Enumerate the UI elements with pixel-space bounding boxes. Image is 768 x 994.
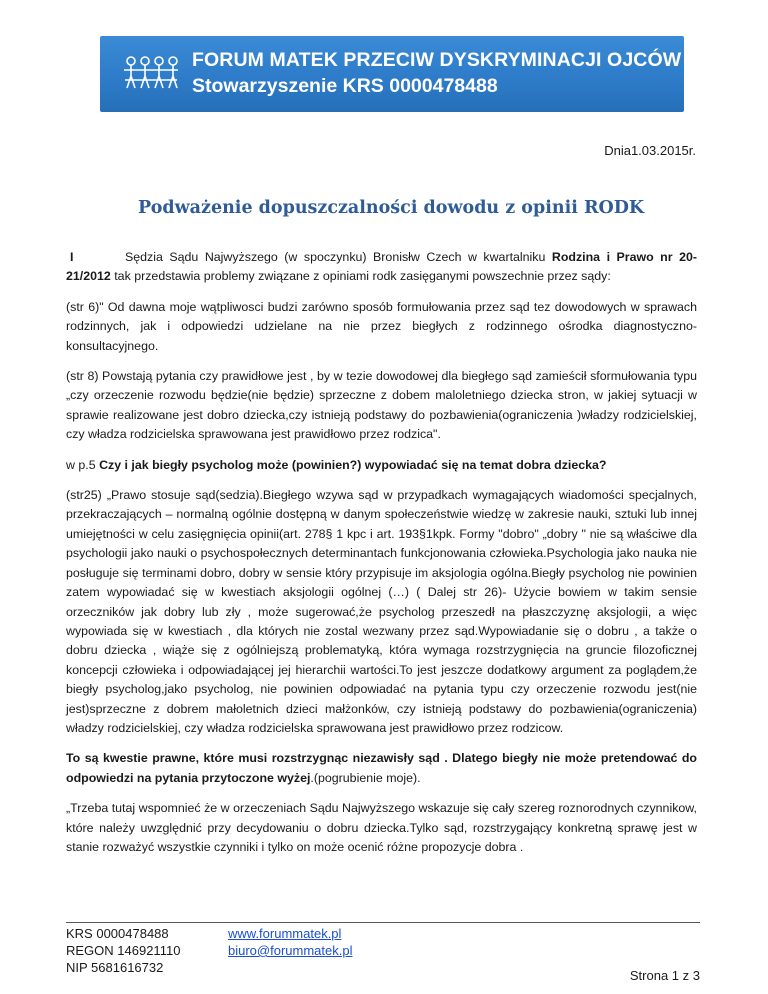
document-body (66, 248, 697, 868)
footer-divider (66, 922, 700, 923)
footer-nip: NIP 5681616732 (66, 960, 164, 975)
footer-contact (228, 925, 352, 959)
paragraph-2: (str 6)" Od dawna moje wątpliwosci budzi zarówno sposób formułowania przez sąd tez dowodowych w sprawach rodzinnych, jak i odpowiedzi udzielane na nie przez biegłych z rodzinnego ośrodka diagnostyczno-konsultacyjnego. (66, 299, 697, 353)
website-link[interactable]: www.forummatek.pl (228, 926, 342, 941)
paragraph-7: „Trzeba tutaj wspomnieć że w orzeczeniach Sądu Najwyższego wskazuje się cały szereg roznorodnych czynnikow, które należy uwzględnić przy decydowaniu o dobru dziecka.Tylko sąd, rozstrzygający konkretną sprawę jest w stanie rozważyć wszystkie czynniki i tylko on może ocenić różne propozycje dobra . (66, 801, 697, 854)
email-link[interactable]: biuro@forummatek.pl (228, 943, 353, 958)
people-chain-icon (122, 54, 180, 92)
document-title: Podważenie dopuszczalności dowodu z opinii RODK (138, 198, 645, 218)
organization-krs: Stowarzyszenie KRS 0000478488 (192, 75, 498, 97)
footer-registry (66, 925, 180, 976)
paragraph-1-text-a: Sędzia Sądu Najwyższego (w spoczynku) Bronisłw Czech w kwartalniku (125, 250, 552, 264)
paragraph-3: (str 8) Powstają pytania czy prawidłowe jest , by w tezie dowodowej dla biegłego sąd zamieścił sformułowania typu „czy orzeczenie rozwodu będzie(nie będzie) sprzeczne z dobem maloletniego dziecka stron, w jakiej sytuacji w sprawie realizowane jest dobro dziecka,czy istnieją podstawy do pozbawienia(ograniczenia )władzy rodzicielskiej, czy władza rodzicielska sprawowana jest prawidłowo przez rodzica". (66, 369, 697, 442)
paragraph-1 (66, 248, 697, 287)
paragraph-6-bold: To są kwestie prawne, które musi rozstrzygnąc niezawisły sąd . Dlatego biegły nie może pretendować do odpowiedzi na pytania przytoczone wyżej (66, 751, 697, 785)
section-marker: I (70, 250, 74, 264)
footer-regon: REGON 146921110 (66, 943, 181, 958)
paragraph-4 (66, 456, 697, 475)
organization-name: FORUM MATEK PRZECIW DYSKRYMINACJI OJCÓW (192, 49, 682, 71)
paragraph-6-note: .(pogrubienie moje). (310, 770, 421, 785)
footer-krs: KRS 0000478488 (66, 926, 169, 941)
paragraph-1-text-b: tak przedstawia problemy związane z opiniami rodk zasięganymi powszechnie przez sądy: (110, 269, 611, 284)
paragraph-5: (str25) „Prawo stosuje sąd(sedzia).Biegłego wzywa sąd w przypadkach wymagających wiadomości specjalnych, przekraczających – normalną ogólnie dostępną w danym społeczeństwie wiedzę w zakresie nauki, sztuki lub innej umiejętności w celu zasięgnięcia opinii(art. 278§ 1 kpc i art. 193§1kpk. Formy "dobro" „dobry " nie są właściwe dla psychologii jako nauki o psychospołecznych determinantach funkcjonowania człowieka.Psychologia jako nauka nie posługuje się terminami dobro, dobry w sensie który przypisuje im aksjologia ogólna.Biegły psycholog nie powinien zatem wypowiadać się w kwestiach aksjologii ogólnej (…) ( Dalej str 26)- Użycie bowiem w takim sensie orzeczników jak dobry lub zły , może sugerować,że psycholog przeszedł na płaszczyznę aksjologii, a więc wypowiada się w kwestiach , dla których nie zostal wezwany przez sąd.Wypowiadanie się o dobru , a także o dobru dziecka , wiąże się z ogólniejszą problematyką, która wymaga rozstrzygnięcia na gruncie filozoficznej koncepcji człowieka i odpowiadającej jej hierarchii wartości.To jest jeszcze dodatkowy argument za poglądem,że biegły psycholog,jako psycholog, nie powinien odpowiadać na pytania typu czy orzeczenie rozwodu jest(nie jest)sprzeczne z dobrem małoletnich dzieci małżonków, czy istnieją podstawy do pozbawienia(ograniczenia) władzy rodzicielskiej, czy władza rodzicielska sprawowana jest prawidłowo przez rodzicow. (66, 488, 697, 735)
document-date: Dnia1.03.2015r. (604, 143, 696, 158)
paragraph-4-question: Czy i jak biegły psycholog może (powinien?) wypowiadać się na temat dobra dziecka? (99, 457, 607, 472)
paragraph-4-prefix: w p.5 (66, 457, 100, 472)
header-banner (100, 36, 684, 112)
paragraph-1-bold: Rodzina i Prawo nr 20-21/2012 (66, 250, 697, 284)
page-number: Strona 1 z 3 (629, 968, 700, 983)
paragraph-6 (66, 749, 697, 788)
